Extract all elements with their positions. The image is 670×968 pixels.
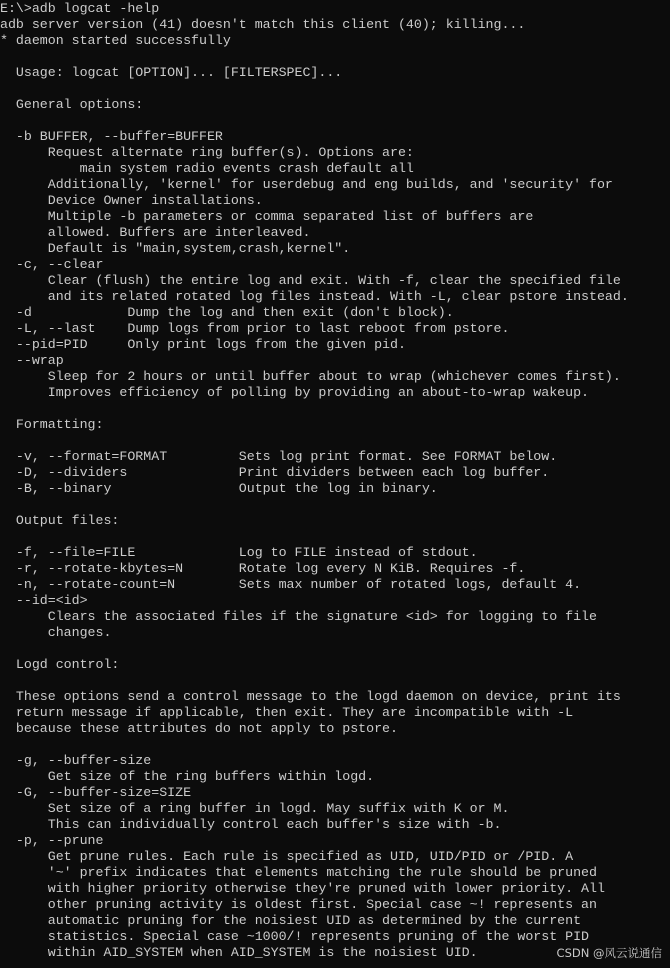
output-line: [0, 401, 670, 417]
output-line: * daemon started successfully: [0, 33, 231, 48]
output-line: Device Owner installations.: [0, 193, 263, 208]
output-line: [0, 113, 670, 129]
output-line: [0, 673, 670, 689]
output-line: -p, --prune: [0, 833, 104, 848]
output-line: --pid=PID Only print logs from the given pid.: [0, 337, 406, 352]
output-line: Logd control:: [0, 657, 120, 672]
csdn-watermark: CSDN @风云说通信: [556, 946, 662, 960]
output-line: -r, --rotate-kbytes=N Rotate log every N KiB. Requires -f.: [0, 561, 526, 576]
output-line: Sleep for 2 hours or until buffer about to wrap (whichever comes first).: [0, 369, 621, 384]
output-line: -g, --buffer-size: [0, 753, 152, 768]
output-line: [0, 529, 670, 545]
output-line: Request alternate ring buffer(s). Options are:: [0, 145, 414, 160]
output-line: statistics. Special case ~1000/! represents pruning of the worst PID: [0, 929, 589, 944]
output-line: [0, 81, 670, 97]
output-line: Get prune rules. Each rule is specified as UID, UID/PID or /PID. A: [0, 849, 574, 864]
output-line: -c, --clear: [0, 257, 104, 272]
output-line: [0, 49, 670, 65]
output-line: -D, --dividers Print dividers between each log buffer.: [0, 465, 550, 480]
command-prompt-line: E:\>adb logcat -help: [0, 1, 160, 16]
output-line: [0, 433, 670, 449]
output-line: Additionally, 'kernel' for userdebug and eng builds, and 'security' for: [0, 177, 613, 192]
output-line: [0, 641, 670, 657]
output-line: [0, 497, 670, 513]
output-line: This can individually control each buffer's size with -b.: [0, 817, 502, 832]
output-line: with higher priority otherwise they're pruned with lower priority. All: [0, 881, 605, 896]
output-line: changes.: [0, 625, 112, 640]
output-line: -f, --file=FILE Log to FILE instead of stdout.: [0, 545, 478, 560]
output-line: General options:: [0, 97, 144, 112]
output-line: [0, 737, 670, 753]
output-line: Get size of the ring buffers within logd.: [0, 769, 375, 784]
output-line: automatic pruning for the noisiest UID as determined by the current: [0, 913, 582, 928]
output-line: Clear (flush) the entire log and exit. With -f, clear the specified file: [0, 273, 621, 288]
output-line: main system radio events crash default all: [0, 161, 414, 176]
output-line: Default is "main,system,crash,kernel".: [0, 241, 351, 256]
output-line: and its related rotated log files instead. With -L, clear pstore instead.: [0, 289, 629, 304]
output-line: '~' prefix indicates that elements matching the rule should be pruned: [0, 865, 597, 880]
output-line: Clears the associated files if the signature <id> for logging to file: [0, 609, 597, 624]
output-line: Set size of a ring buffer in logd. May suffix with K or M.: [0, 801, 510, 816]
output-line: allowed. Buffers are interleaved.: [0, 225, 311, 240]
output-line: -b BUFFER, --buffer=BUFFER: [0, 129, 223, 144]
output-line: Output files:: [0, 513, 120, 528]
output-line: -v, --format=FORMAT Sets log print format. See FORMAT below.: [0, 449, 558, 464]
output-line: -G, --buffer-size=SIZE: [0, 785, 192, 800]
output-line: within AID_SYSTEM when AID_SYSTEM is the noisiest UID.: [0, 945, 478, 960]
output-line: Improves efficiency of polling by providing an about-to-wrap wakeup.: [0, 385, 589, 400]
output-line: These options send a control message to the logd daemon on device, print its: [0, 689, 621, 704]
output-line: -B, --binary Output the log in binary.: [0, 481, 438, 496]
output-line: return message if applicable, then exit. They are incompatible with -L: [0, 705, 574, 720]
output-line: Usage: logcat [OPTION]... [FILTERSPEC]...: [0, 65, 343, 80]
output-line: other pruning activity is oldest first. Special case ~! represents an: [0, 897, 597, 912]
output-line: Multiple -b parameters or comma separated list of buffers are: [0, 209, 534, 224]
output-line: --wrap: [0, 353, 64, 368]
output-line: Formatting:: [0, 417, 104, 432]
output-line: adb server version (41) doesn't match this client (40); killing...: [0, 17, 526, 32]
output-line: --id=<id>: [0, 593, 88, 608]
output-line: -d Dump the log and then exit (don't block).: [0, 305, 454, 320]
output-line: -L, --last Dump logs from prior to last reboot from pstore.: [0, 321, 510, 336]
output-line: -n, --rotate-count=N Sets max number of rotated logs, default 4.: [0, 577, 582, 592]
output-line: because these attributes do not apply to pstore.: [0, 721, 398, 736]
